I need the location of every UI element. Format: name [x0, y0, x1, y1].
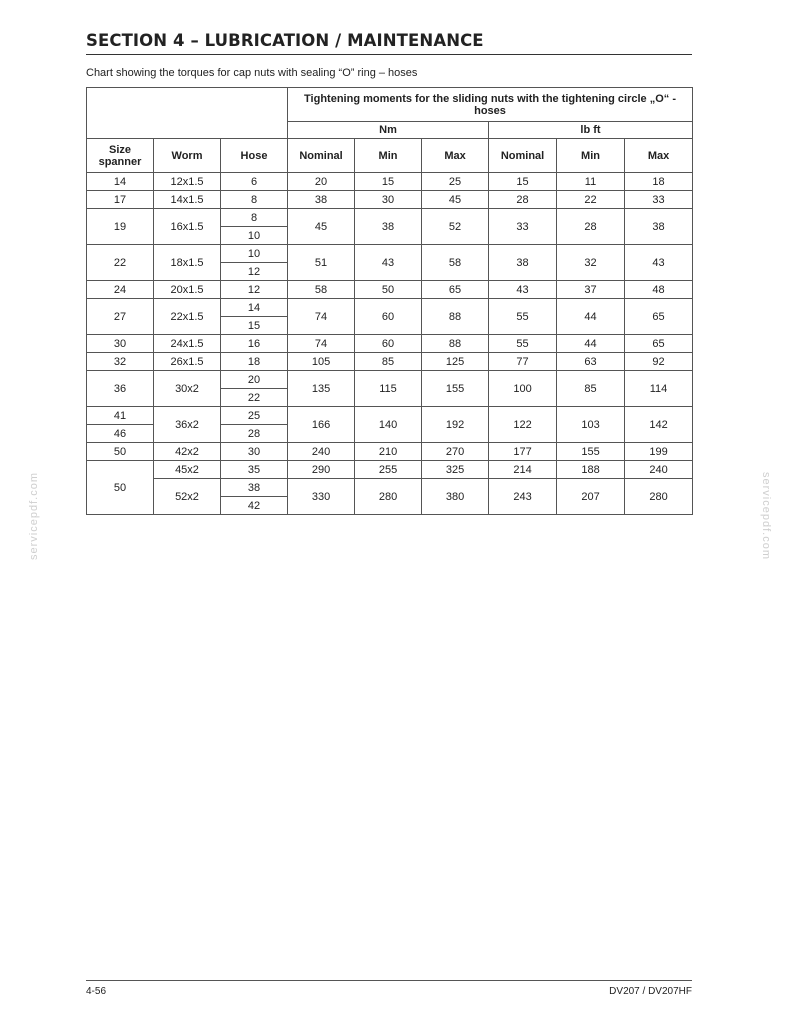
cell-nm-nominal: 330: [288, 479, 355, 515]
cell-nm-min: 280: [355, 479, 422, 515]
cell-lbft-nominal: 55: [489, 299, 557, 335]
cell-lbft-min: 207: [557, 479, 625, 515]
cell-lbft-nominal: 100: [489, 371, 557, 407]
cell-hose: 16: [221, 335, 288, 353]
table-row: [87, 407, 693, 425]
cell-nm-nominal: 20: [288, 173, 355, 191]
cell-lbft-nominal: 28: [489, 191, 557, 209]
cell-lbft-max: 38: [625, 209, 693, 245]
cell-lbft-max: 240: [625, 461, 693, 479]
cell-nm-max: 380: [422, 479, 489, 515]
cell-hose: 35: [221, 461, 288, 479]
table-row: [87, 371, 693, 389]
cell-hose: 15: [221, 317, 288, 335]
column-header-worm: Worm: [154, 139, 221, 173]
cell-lbft-max: 65: [625, 299, 693, 335]
unit-header-lbft: lb ft: [489, 122, 693, 139]
cell-nm-nominal: 38: [288, 191, 355, 209]
cell-worm: 22x1.5: [154, 299, 221, 335]
unit-header-nm: Nm: [288, 122, 489, 139]
cell-nm-nominal: 290: [288, 461, 355, 479]
cell-lbft-nominal: 43: [489, 281, 557, 299]
cell-nm-min: 60: [355, 299, 422, 335]
cell-nm-nominal: 74: [288, 299, 355, 335]
cell-lbft-min: 44: [557, 299, 625, 335]
cell-lbft-min: 155: [557, 443, 625, 461]
cell-lbft-min: 32: [557, 245, 625, 281]
cell-lbft-min: 37: [557, 281, 625, 299]
table-row: [87, 209, 693, 227]
cell-nm-max: 270: [422, 443, 489, 461]
cell-nm-max: 45: [422, 191, 489, 209]
cell-lbft-min: 22: [557, 191, 625, 209]
cell-lbft-max: 142: [625, 407, 693, 443]
cell-nm-min: 255: [355, 461, 422, 479]
cell-lbft-max: 280: [625, 479, 693, 515]
cell-hose: 8: [221, 209, 288, 227]
table-row: [87, 479, 693, 497]
cell-lbft-max: 114: [625, 371, 693, 407]
column-header-nominal-nm: Nominal: [288, 139, 355, 173]
cell-worm: 45x2: [154, 461, 221, 479]
cell-hose: 12: [221, 263, 288, 281]
table-row: [87, 353, 693, 371]
cell-size: 36: [87, 371, 154, 407]
cell-lbft-max: 199: [625, 443, 693, 461]
cell-nm-min: 38: [355, 209, 422, 245]
cell-hose: 10: [221, 245, 288, 263]
blank-header-cell: [87, 88, 288, 139]
table-caption: Chart showing the torques for cap nuts with sealing “O” ring – hoses: [86, 67, 418, 79]
cell-lbft-nominal: 177: [489, 443, 557, 461]
cell-size: 30: [87, 335, 154, 353]
cell-hose: 25: [221, 407, 288, 425]
cell-nm-min: 30: [355, 191, 422, 209]
table-row: [87, 443, 693, 461]
cell-nm-min: 43: [355, 245, 422, 281]
cell-nm-min: 15: [355, 173, 422, 191]
column-header-nominal-lbft: Nominal: [489, 139, 557, 173]
group-header: Tightening moments for the sliding nuts with the tightening circle „O“ - hoses: [288, 88, 693, 122]
cell-lbft-nominal: 77: [489, 353, 557, 371]
model-name: DV207 / DV207HF: [609, 986, 692, 997]
table-row: [87, 281, 693, 299]
cell-lbft-max: 43: [625, 245, 693, 281]
cell-nm-nominal: 58: [288, 281, 355, 299]
cell-worm: 30x2: [154, 371, 221, 407]
cell-lbft-max: 33: [625, 191, 693, 209]
cell-size: 50: [87, 443, 154, 461]
cell-hose: 30: [221, 443, 288, 461]
cell-lbft-nominal: 214: [489, 461, 557, 479]
section-title: SECTION 4 – LUBRICATION / MAINTENANCE: [86, 31, 484, 50]
cell-nm-min: 60: [355, 335, 422, 353]
cell-hose: 18: [221, 353, 288, 371]
watermark-right: servicepdf.com: [759, 472, 772, 560]
cell-hose: 12: [221, 281, 288, 299]
cell-lbft-nominal: 122: [489, 407, 557, 443]
cell-nm-max: 88: [422, 335, 489, 353]
cell-size: 41: [87, 407, 154, 425]
cell-size: 19: [87, 209, 154, 245]
cell-nm-max: 125: [422, 353, 489, 371]
cell-hose: 14: [221, 299, 288, 317]
cell-worm: 26x1.5: [154, 353, 221, 371]
cell-nm-min: 140: [355, 407, 422, 443]
cell-lbft-max: 48: [625, 281, 693, 299]
cell-lbft-min: 11: [557, 173, 625, 191]
cell-size: 50: [87, 461, 154, 515]
cell-nm-nominal: 105: [288, 353, 355, 371]
cell-hose: 28: [221, 425, 288, 443]
cell-size: 32: [87, 353, 154, 371]
section-header: [86, 31, 692, 55]
cell-nm-max: 25: [422, 173, 489, 191]
cell-lbft-nominal: 243: [489, 479, 557, 515]
cell-lbft-min: 44: [557, 335, 625, 353]
cell-lbft-nominal: 55: [489, 335, 557, 353]
column-header-min-lbft: Min: [557, 139, 625, 173]
column-header-max-nm: Max: [422, 139, 489, 173]
cell-worm: 18x1.5: [154, 245, 221, 281]
cell-lbft-min: 188: [557, 461, 625, 479]
table-row: [87, 191, 693, 209]
cell-hose: 20: [221, 371, 288, 389]
cell-nm-max: 58: [422, 245, 489, 281]
cell-lbft-max: 18: [625, 173, 693, 191]
cell-size: 22: [87, 245, 154, 281]
cell-lbft-max: 92: [625, 353, 693, 371]
watermark-left: servicepdf.com: [27, 472, 40, 560]
cell-nm-max: 65: [422, 281, 489, 299]
cell-nm-max: 192: [422, 407, 489, 443]
cell-size: 24: [87, 281, 154, 299]
column-header-max-lbft: Max: [625, 139, 693, 173]
torque-table: [86, 87, 693, 515]
cell-worm: 12x1.5: [154, 173, 221, 191]
column-header-hose: Hose: [221, 139, 288, 173]
cell-nm-min: 115: [355, 371, 422, 407]
table-row: [87, 173, 693, 191]
page-number: 4-56: [86, 986, 107, 997]
cell-worm: 24x1.5: [154, 335, 221, 353]
cell-lbft-nominal: 33: [489, 209, 557, 245]
cell-nm-nominal: 135: [288, 371, 355, 407]
cell-nm-min: 50: [355, 281, 422, 299]
cell-nm-max: 88: [422, 299, 489, 335]
cell-size: 17: [87, 191, 154, 209]
cell-worm: 20x1.5: [154, 281, 221, 299]
cell-hose: 8: [221, 191, 288, 209]
column-header-size: Size spanner: [87, 139, 154, 173]
cell-lbft-min: 63: [557, 353, 625, 371]
cell-size: 46: [87, 425, 154, 443]
cell-worm: 42x2: [154, 443, 221, 461]
cell-nm-min: 85: [355, 353, 422, 371]
table-row: [87, 335, 693, 353]
cell-worm: 16x1.5: [154, 209, 221, 245]
column-header-min-nm: Min: [355, 139, 422, 173]
cell-worm: 36x2: [154, 407, 221, 443]
cell-hose: 22: [221, 389, 288, 407]
cell-nm-max: 52: [422, 209, 489, 245]
table-row: [87, 245, 693, 263]
cell-size: 27: [87, 299, 154, 335]
cell-nm-min: 210: [355, 443, 422, 461]
cell-nm-nominal: 51: [288, 245, 355, 281]
cell-lbft-min: 28: [557, 209, 625, 245]
cell-hose: 38: [221, 479, 288, 497]
cell-nm-max: 325: [422, 461, 489, 479]
cell-lbft-nominal: 15: [489, 173, 557, 191]
cell-nm-nominal: 45: [288, 209, 355, 245]
cell-lbft-min: 103: [557, 407, 625, 443]
cell-nm-nominal: 166: [288, 407, 355, 443]
table-row: [87, 461, 693, 479]
table-row: [87, 299, 693, 317]
cell-lbft-max: 65: [625, 335, 693, 353]
cell-lbft-min: 85: [557, 371, 625, 407]
cell-hose: 6: [221, 173, 288, 191]
cell-lbft-nominal: 38: [489, 245, 557, 281]
cell-size: 14: [87, 173, 154, 191]
cell-worm: 52x2: [154, 479, 221, 515]
cell-nm-nominal: 74: [288, 335, 355, 353]
cell-nm-nominal: 240: [288, 443, 355, 461]
page-footer: [86, 980, 692, 997]
cell-nm-max: 155: [422, 371, 489, 407]
cell-hose: 10: [221, 227, 288, 245]
cell-worm: 14x1.5: [154, 191, 221, 209]
cell-hose: 42: [221, 497, 288, 515]
